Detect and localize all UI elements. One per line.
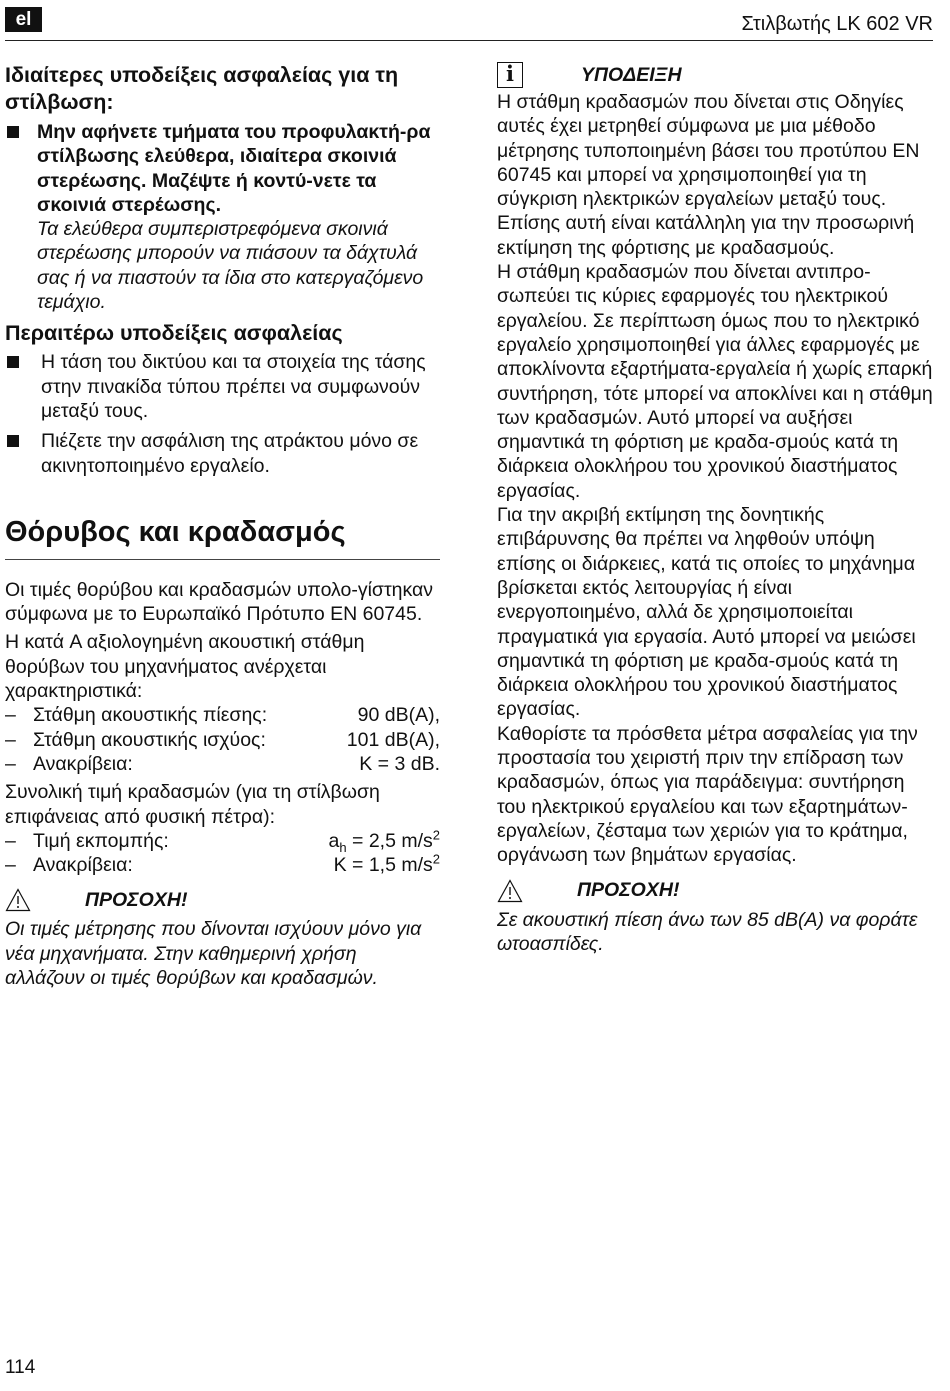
vibration-value-label: Ανακρίβεια: bbox=[33, 854, 133, 877]
language-badge: el bbox=[5, 7, 42, 32]
note-paragraph: Η στάθμη κραδασμών που δίνεται αντιπρο-σωπεύει τις κύριες εφαρμογές του ηλεκτρικού εργαλείου. Σε περίπτωση όμως που το ηλεκτρικό εργαλείο χρησιμοποιηθεί για άλλες εφαρμογές με αποκλίνοντα εξαρτήματα-εργαλεία ή χωρίς επαρκή συντήρηση, τότε μπορεί να αποκλίνει και η στάθμη των κραδασμών. Αυτό μπορεί να αυξήσει σημαντικά τη φόρτιση με κραδα-σμούς κατά τη διάρκεια ολοκλήρου του χρονικού διαστήματος εργασίας. bbox=[497, 261, 933, 502]
noise-value-row bbox=[5, 703, 440, 727]
list-item-text: Πιέζετε την ασφάλιση της ατράκτου μόνο σε ακινητοποιημένο εργαλείο. bbox=[41, 430, 419, 477]
caution-text: Σε ακουστική πίεση άνω των 85 dB(A) να φοράτε ωτοασπίδες. bbox=[497, 908, 918, 955]
caution-header bbox=[5, 883, 440, 917]
page-number: 114 bbox=[5, 1357, 36, 1378]
safety-bullet-text: Μην αφήνετε τμήματα του προφυλακτή-ρα στίλβωσης ελεύθερα, ιδιαίτερα σκοινιά στερέωσης. Μαζέψτε ή κοντύ-νετε τα σκοινιά στερέωσης. bbox=[37, 121, 431, 216]
noise-value-label: Στάθμη ακουστικής πίεσης: bbox=[33, 704, 268, 727]
info-icon: i bbox=[497, 62, 523, 88]
note-paragraph: Η στάθμη κραδασμών που δίνεται στις Οδηγίες αυτές έχει μετρηθεί σύμφωνα με μια μέθοδο μέτρησης τυποποιημένη βάσει του προτύπου EN 60745 και μπορεί να χρησιμοποιηθεί για τη σύγκριση ηλεκτρικών εργαλείων μεταξύ τους. Επίσης αυτή είναι κατάλληλη για την προσωρινή εκτίμηση της φόρτισης με κραδασμούς. bbox=[497, 91, 920, 259]
vibration-value-label: Τιμή εκπομπής: bbox=[33, 829, 169, 852]
note-paragraph: Καθορίστε τα πρόσθετα μέτρα ασφαλείας για την προστασία του χειριστή πριν την επίδραση των κραδασμών, όπως για παράδειγμα: συντήρηση του ηλεκτρικού εργαλείου και των εξαρτημάτων-εργαλείων, ζέσταμα των χεριών για το κράτημα, οργάνωση των βημάτων εργασίας. bbox=[497, 722, 918, 867]
safety-heading: Ιδιαίτερες υποδείξεις ασφαλείας για τη στίλβωση: bbox=[5, 63, 399, 114]
dash-marker: – bbox=[5, 704, 16, 727]
warning-triangle-icon bbox=[497, 879, 523, 903]
noise-value-label: Ανακρίβεια: bbox=[33, 752, 133, 775]
list-item bbox=[5, 350, 440, 423]
noise-value: 101 dB(A), bbox=[346, 728, 440, 751]
caution-title: ΠΡΟΣΟΧΗ! bbox=[577, 879, 680, 902]
header-divider bbox=[5, 40, 933, 41]
noise-paragraph: Η κατά A αξιολογημένη ακουστική στάθμη θορύβων του μηχανήματος ανέρχεται χαρακτηριστικά: bbox=[5, 631, 365, 703]
list-item bbox=[5, 429, 440, 478]
vibration-value-row bbox=[5, 829, 440, 853]
safety-bullet-explanation: Τα ελεύθερα συμπεριστρεφόμενα σκοινιά στερέωσης μπορούν να πιάσουν τα δάχτυλά σας ή να πιαστούν τα ίδια στο κατεργαζόμενο τεμάχιο. bbox=[37, 218, 424, 314]
note-title: ΥΠΟΔΕΙΞΗ bbox=[581, 63, 682, 86]
warning-triangle-icon bbox=[5, 888, 31, 912]
vibration-value: $a_h = 2,5$ $m/s^2$ bbox=[328, 827, 440, 855]
noise-value-label: Στάθμη ακουστικής ισχύος: bbox=[33, 728, 266, 751]
note-header bbox=[497, 62, 937, 88]
vibration-value: K = 1,5 $m/s^2$ bbox=[333, 851, 440, 877]
dash-marker: – bbox=[5, 752, 16, 775]
vibration-intro: Συνολική τιμή κραδασμών (για τη στίλβωση επιφάνειας από φυσική πέτρα): bbox=[5, 781, 380, 828]
caution-text: Οι τιμές μέτρησης που δίνονται ισχύουν μόνο για νέα μηχανήματα. Στην καθημερινή χρήση αλλάζουν οι τιμές θορύβων και κραδασμών. bbox=[5, 918, 422, 990]
caution-header bbox=[497, 874, 937, 908]
caution-title: ΠΡΟΣΟΧΗ! bbox=[85, 889, 188, 912]
vibration-value-row bbox=[5, 853, 440, 877]
noise-vibration-heading: Θόρυβος και κραδασμός bbox=[5, 515, 440, 560]
left-column bbox=[5, 62, 440, 990]
bullet-square-icon bbox=[7, 126, 19, 138]
noise-value-row bbox=[5, 728, 440, 752]
bullet-square-icon bbox=[7, 435, 19, 447]
further-safety-heading: Περαιτέρω υποδείξεις ασφαλείας bbox=[5, 321, 343, 346]
right-column bbox=[497, 62, 937, 956]
safety-bullet bbox=[5, 120, 440, 217]
dash-marker: – bbox=[5, 829, 16, 852]
noise-value-row bbox=[5, 752, 440, 776]
noise-paragraph: Οι τιμές θορύβου και κραδασμών υπολο-γίστηκαν σύμφωνα με το Ευρωπαϊκό Πρότυπο EN 60745. bbox=[5, 578, 434, 626]
dash-marker: – bbox=[5, 854, 16, 877]
dash-marker: – bbox=[5, 728, 16, 751]
bullet-square-icon bbox=[7, 356, 19, 368]
note-paragraph: Για την ακριβή εκτίμηση της δονητικής επιβάρυνσης θα πρέπει να ληφθούν υπόψη επίσης οι διάρκειες, κατά τις οποίες το μηχάνημα βρίσκεται εκτός λειτουργίας ή είναι ενεργοποιημένο, αλλά δε χρησιμοποιείται πραγματικά για εργασία. Αυτό μπορεί να μειώσει σημαντικά τη φόρτιση με κραδα-σμούς κατά τη διάρκεια ολοκλήρου του χρονικού διαστήματος εργασίας. bbox=[497, 504, 916, 721]
document-title: Στιλβωτής LK 602 VR bbox=[741, 13, 933, 35]
noise-value: 90 dB(A), bbox=[357, 704, 440, 727]
list-item-text: Η τάση του δικτύου και τα στοιχεία της τάσης στην πινακίδα τύπου πρέπει να συμφωνούν μεταξύ τους. bbox=[41, 351, 426, 422]
noise-value: K = 3 dB. bbox=[359, 752, 440, 775]
